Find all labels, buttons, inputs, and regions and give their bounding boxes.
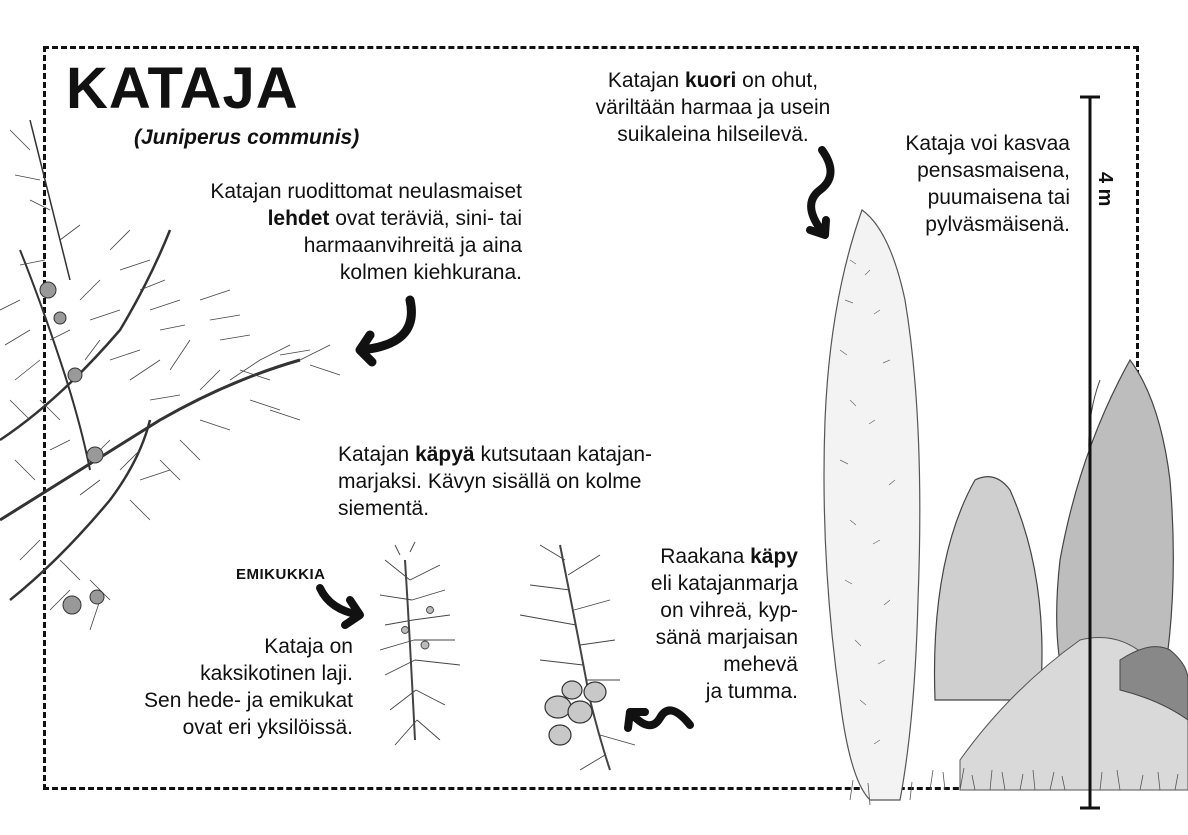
cone-line-1-post: kutsutaan katajan- (474, 443, 653, 466)
arrow-to-leaves-icon (360, 300, 411, 362)
bark-line-3: suikaleina hilseilevä. (617, 123, 809, 146)
growth-line-2: pensasmaisena, (917, 159, 1070, 182)
arrow-to-bark-icon (810, 150, 831, 235)
bark-line-1-pre: Katajan (607, 69, 685, 92)
raw-cone-description (598, 543, 798, 705)
leaves-line-4: kolmen kiehkurana. (339, 261, 522, 284)
dioecious-description (93, 633, 353, 741)
columnar-juniper-illustration (824, 210, 920, 800)
female-flower-branch-illustration (380, 542, 460, 745)
bark-keyword: kuori (684, 69, 737, 92)
cone-line-2: marjaksi. Kävyn sisällä on kolme (338, 470, 642, 493)
scale-label: 4 m (1094, 172, 1116, 207)
cone-line-1-pre: Katajan (338, 443, 416, 466)
cone-keyword: käpyä (415, 443, 475, 466)
dioecious-line-3: Sen hede- ja emikukat (144, 689, 353, 712)
growth-line-3: puumaisena tai (927, 186, 1070, 209)
raw-cone-line-4: sänä marjaisan (655, 626, 798, 649)
cone-line-3: siementä. (338, 497, 430, 520)
female-flowers-label: EMIKUKKIA (236, 566, 326, 583)
page-title: KATAJA (66, 56, 299, 121)
latin-name: (Juniperus communis) (134, 126, 360, 149)
dioecious-line-2: kaksikotinen laji. (200, 662, 353, 685)
leaves-line-2 (102, 205, 522, 232)
raw-cone-line-5: mehevä (723, 653, 798, 676)
cone-line-1 (338, 441, 718, 468)
arrow-to-flowers-icon (320, 588, 360, 625)
leaves-line-3: harmaanvihreitä ja aina (303, 234, 522, 257)
raw-cone-line-6: ja tumma. (705, 680, 798, 703)
arrow-to-cone-icon (628, 710, 690, 728)
leaves-description (102, 178, 522, 286)
leaves-line-2-rest: ovat teräviä, sini- tai (329, 207, 522, 230)
dioecious-line-4: ovat eri yksilöissä. (182, 716, 353, 739)
growth-description (850, 130, 1070, 238)
bark-line-2: väriltään harmaa ja usein (595, 96, 831, 119)
raw-cone-line-1-pre: Raakana (660, 545, 751, 568)
raw-cone-line-2: eli katajanmarja (650, 572, 798, 595)
bark-line-1 (568, 67, 858, 94)
cone-description (338, 441, 718, 522)
growth-line-1: Kataja voi kasvaa (905, 132, 1070, 155)
raw-cone-line-1 (598, 543, 798, 570)
leaves-line-1: Katajan ruodittomat neulasmaiset (210, 180, 522, 203)
bark-line-1-post: on ohut, (736, 69, 819, 92)
dioecious-line-1: Kataja on (264, 635, 353, 658)
raw-cone-keyword: käpy (750, 545, 798, 568)
bark-description (568, 67, 858, 148)
raw-cone-line-3: on vihreä, kyp- (660, 599, 798, 622)
growth-line-4: pylväsmäisenä. (925, 213, 1070, 236)
leaves-keyword: lehdet (267, 207, 330, 230)
